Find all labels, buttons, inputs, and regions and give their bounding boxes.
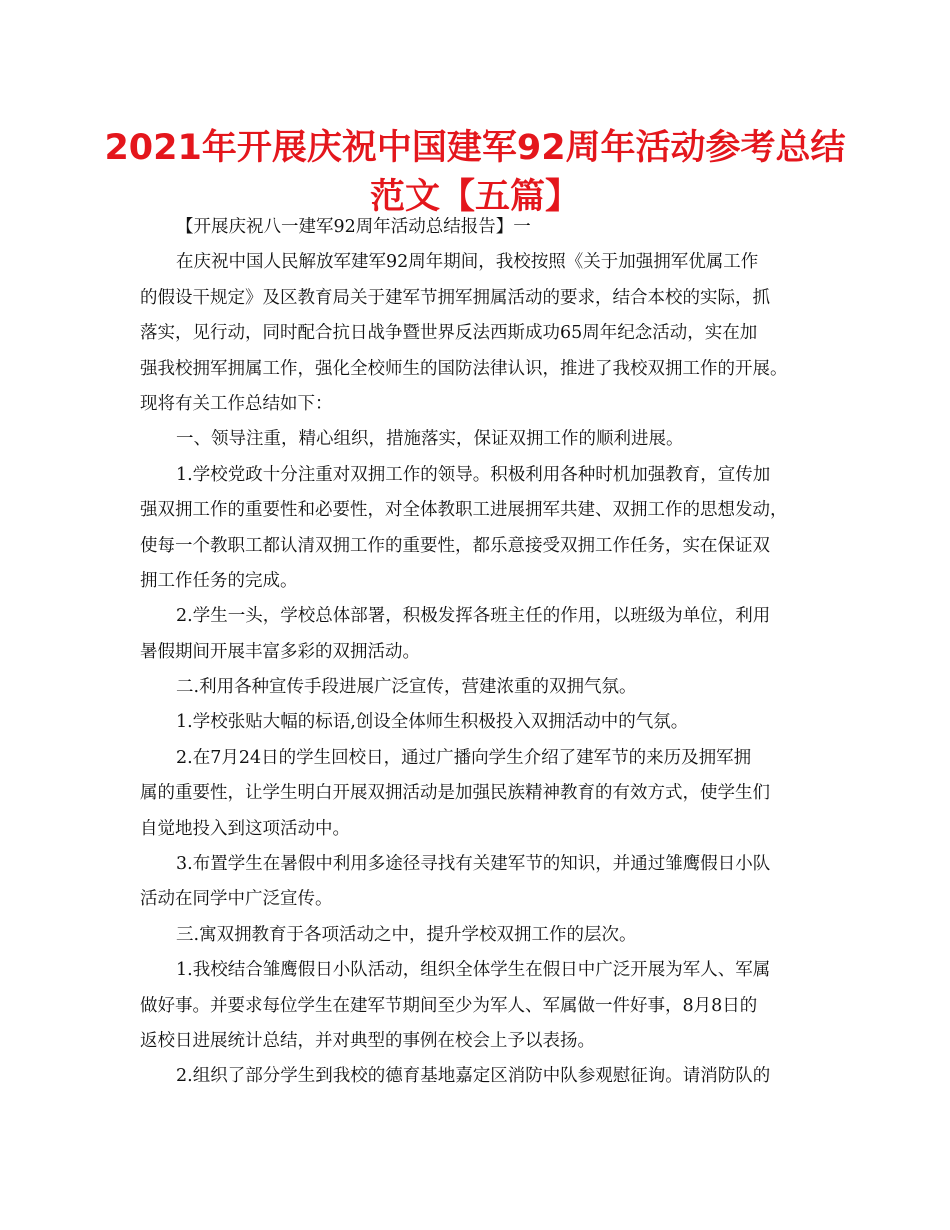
paragraph-line: 二.利用各种宣传手段进展广泛宣传，营建浓重的双拥气氛。 (176, 677, 637, 698)
document-title-line-2: 范文【五篇】 (369, 177, 580, 217)
paragraph-line: 3.布置学生在暑假中利用多途径寻找有关建军节的知识，并通过雏鹰假日小队 (176, 854, 771, 875)
paragraph-line: 1.学校党政十分注重对双拥工作的领导。积极利用各种时机加强教育，宣传加 (176, 464, 771, 485)
paragraph-line: 自觉地投入到这项活动中。 (140, 818, 350, 839)
paragraph-line: 强我校拥军拥属工作，强化全校师生的国防法律认识，推进了我校双拥工作的开展。 (140, 358, 788, 379)
paragraph-line: 拥工作任务的完成。 (140, 570, 298, 591)
document-title-line-1: 2021年开展庆祝中国建军92周年活动参考总结 (104, 128, 846, 168)
paragraph-line: 强双拥工作的重要性和必要性，对全体教职工进展拥军共建、双拥工作的思想发动， (140, 500, 788, 521)
paragraph-line: 1.学校张贴大幅的标语,创设全体师生积极投入双拥活动中的气氛。 (176, 712, 689, 733)
paragraph-line: 三.寓双拥教育于各项活动之中，提升学校双拥工作的层次。 (176, 924, 637, 945)
paragraph-line: 2.组织了部分学生到我校的德育基地嘉定区消防中队参观慰征询。请消防队的 (176, 1066, 771, 1087)
paragraph-line: 1.我校结合雏鹰假日小队活动，组织全体学生在假日中广泛开展为军人、军属 (176, 960, 771, 981)
paragraph-line: 一、领导注重，精心组织，措施落实，保证双拥工作的顺利进展。 (176, 429, 684, 450)
paragraph-line: 属的重要性，让学生明白开展双拥活动是加强民族精神教育的有效方式，使学生们 (140, 783, 770, 804)
document-body (140, 210, 830, 1095)
paragraph-line: 2.在7月24日的学生回校日，通过广播向学生介绍了建军节的来历及拥军拥 (176, 747, 752, 768)
section-heading: 【开展庆祝八一建军92周年活动总结报告】一 (176, 217, 531, 237)
paragraph-line: 使每一个教职工都认清双拥工作的重要性，都乐意接受双拥工作任务，实在保证双 (140, 535, 770, 556)
paragraph-line: 2.学生一头，学校总体部署，积极发挥各班主任的作用，以班级为单位，利用 (176, 606, 771, 627)
paragraph-line: 活动在同学中广泛宣传。 (140, 889, 333, 910)
paragraph-line: 落实，见行动，同时配合抗日战争暨世界反法西斯成功65周年纪念活动，实在加 (140, 323, 758, 344)
paragraph-line: 在庆祝中国人民解放军建军92周年期间，我校按照《关于加强拥军优属工作 (176, 252, 759, 273)
paragraph-line: 的假设干规定》及区教育局关于建军节拥军拥属活动的要求，结合本校的实际，抓 (140, 287, 770, 308)
paragraph-line: 暑假期间开展丰富多彩的双拥活动。 (140, 641, 420, 662)
paragraph-line: 现将有关工作总结如下： (140, 393, 333, 414)
paragraph-line: 做好事。并要求每位学生在建军节期间至少为军人、军属做一件好事，8月8日的 (140, 995, 758, 1016)
paragraph-line: 返校日进展统计总结，并对典型的事例在校会上予以表扬。 (140, 1030, 595, 1051)
